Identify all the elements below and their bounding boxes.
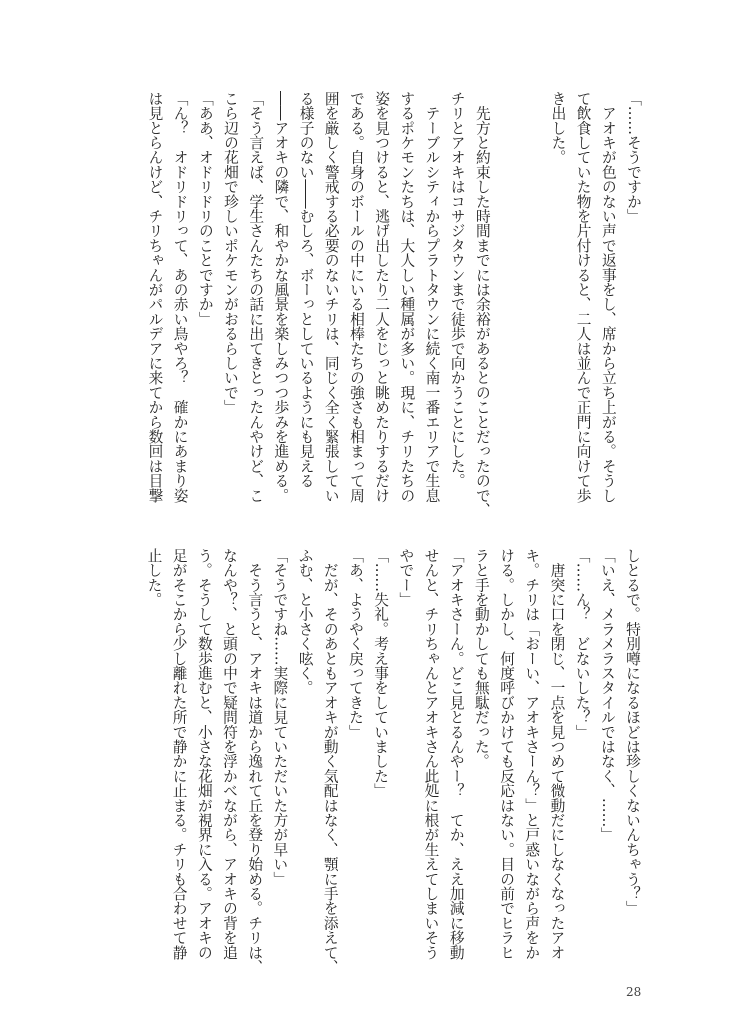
text-column: 「……失礼。考え事をしていました」 <box>372 548 390 798</box>
text-column: だが、そのあともアオキが動く気配はなく、顎に手を添えて、 <box>321 548 339 975</box>
text-block-top <box>142 91 646 518</box>
text-column: ラと手を動かしても無駄だった。 <box>472 548 490 769</box>
text-column: アオキが色のない声で返事をし、席から立ち上がる。そうし <box>599 91 617 503</box>
text-column: である。自身のボールの中にいる相棒たちの強さも相まって周 <box>347 91 365 503</box>
text-column: 止した。 <box>145 548 163 607</box>
text-column: き出した。 <box>549 91 567 165</box>
text-column: 「……ん？ どないした？」 <box>573 548 591 740</box>
text-column: こら辺の花畑で珍しいポケモンがおるらしいで」 <box>222 91 239 415</box>
text-column: る様子のない――むしろ、ボーっとしているようにも見える <box>297 91 315 488</box>
text-column: 足がそこから少し離れた所で静かに止まる。チリも合わせて静 <box>170 548 188 960</box>
text-column: 唐突に口を閉じ、一点を見つめて微動だにしなくなったアオ <box>548 548 566 960</box>
text-column: 「あ、ようやく戻ってきた」 <box>346 548 364 740</box>
text-column: 「そうですね……実際に見ていただいた方が早い」 <box>271 548 289 887</box>
text-column: ける。しかし、何度呼びかけても反応はない。目の前でヒラヒ <box>498 548 516 960</box>
text-block-bottom <box>141 548 645 975</box>
text-column: 「ん？ オドリドリって、あの赤い鳥やろ？ 確かにあまり姿 <box>171 91 189 503</box>
text-column: は見とらんけど、チリちゃんがパルデアに来てから数回は目撃 <box>146 91 164 503</box>
text-column: するポケモンたちは、大人しい種属が多い。現に、チリたちの <box>398 91 416 503</box>
text-column: チリとアオキはコサジタウンまで徒歩で向かうことにした。 <box>448 91 466 488</box>
text-column: 先方と約束した時間までには余裕があるとのことだったので、 <box>473 91 491 518</box>
blank-column <box>495 91 520 503</box>
page-number: 28 <box>626 985 642 999</box>
text-column: ふむ、と小さく呟く。 <box>296 548 314 695</box>
text-column: 「……そうですか」 <box>625 91 642 224</box>
text-column: やでー」 <box>397 548 415 607</box>
text-column: テーブルシティからプラトタウンに続く南一番エリアで生息 <box>423 91 441 503</box>
text-column: う。そうして数歩進むと、小さな花畑が視界に入る。アオキの <box>195 548 213 960</box>
text-column: 「いえ、メラメラスタイルではなく、……」 <box>598 548 616 842</box>
text-column: 姿を見つけると、逃げ出したり二人をじっと眺めたりするだけ <box>373 91 391 503</box>
text-column: 囲を厳しく警戒する必要のないチリは、同じく全く緊張してい <box>322 91 340 503</box>
text-column: 「そう言えば、学生さんたちの話に出てきとったんやけど、こ <box>247 91 265 503</box>
text-column: 「ああ、オドリドリのことですか」 <box>196 91 214 327</box>
text-column: て飲食していた物を片付けると、二人は並んで正門に向けて歩 <box>574 91 592 503</box>
blank-column <box>520 91 545 503</box>
text-column: 「アオキさーん。どこ見とるんやー？ てか、ええ加減に移動 <box>447 548 465 960</box>
text-column: なんや？、と頭の中で疑問符を浮かべながら、アオキの背を追 <box>221 548 238 960</box>
text-column: キ。チリは「おーい、アオキさーん？」と戸惑いながら声をか <box>523 548 541 960</box>
text-column: せんと、チリちゃんとアオキさん此処に根が生えてしまいそう <box>422 548 440 960</box>
text-column: そう言うと、アオキは道から逸れて丘を登り始める。チリは、 <box>246 548 264 975</box>
text-column: しとるで。特別噂になるほどは珍しくないんちゃう？」 <box>624 548 641 916</box>
text-column: ――アオキの隣で、和やかな風景を楽しみつつ歩みを進める。 <box>272 91 290 503</box>
